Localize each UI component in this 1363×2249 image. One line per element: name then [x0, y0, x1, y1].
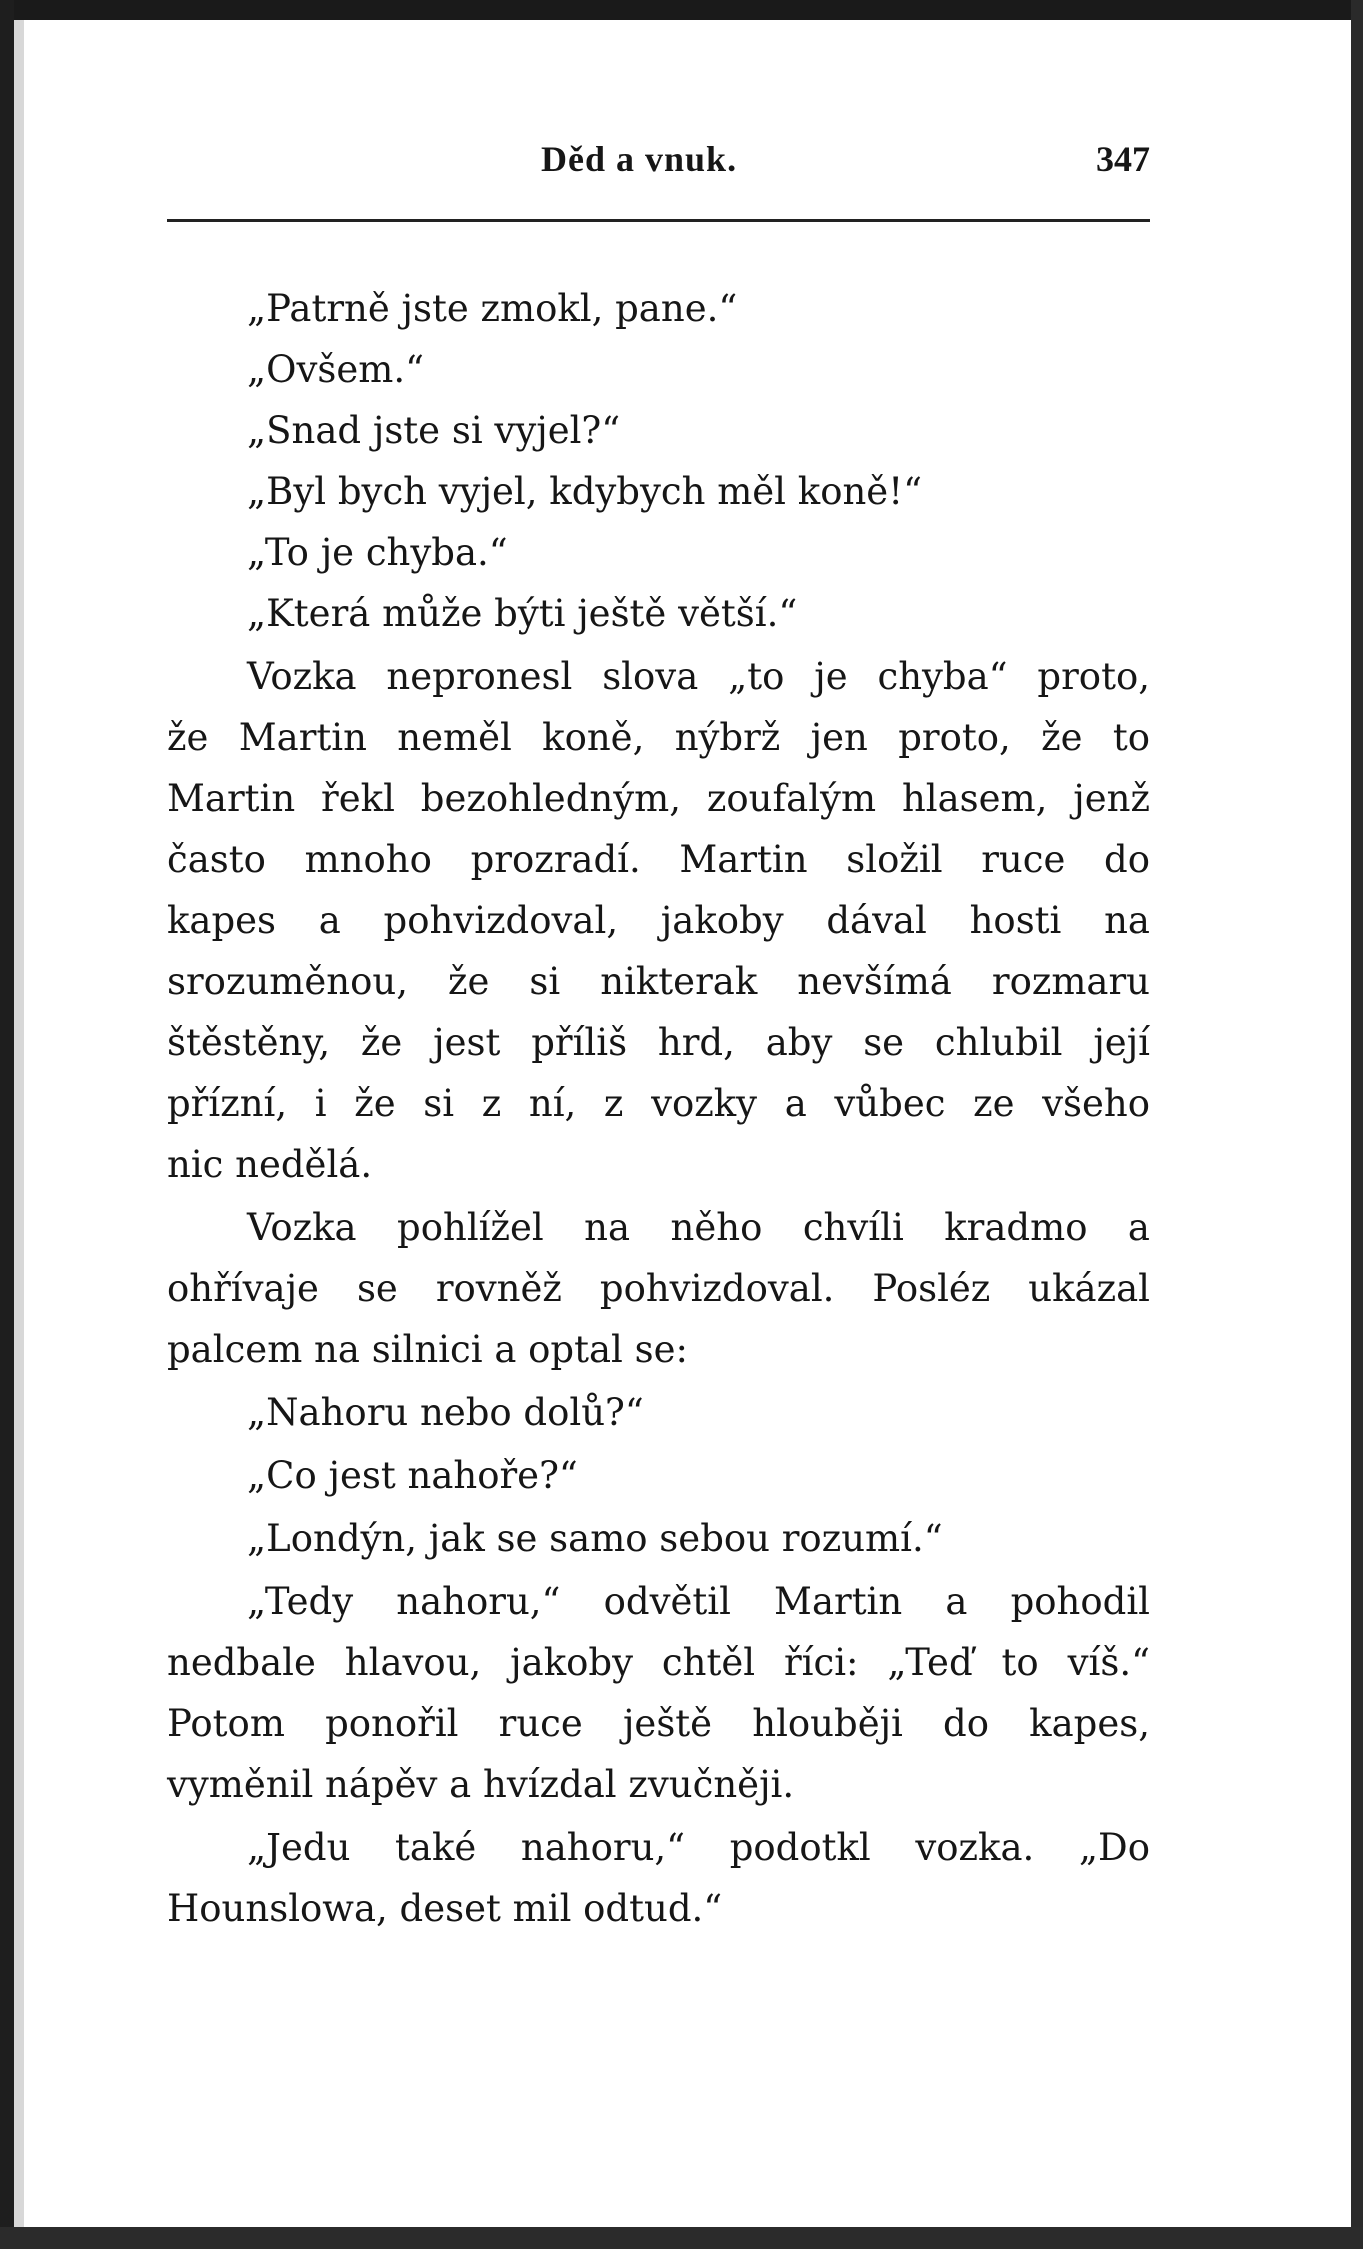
- body-text: [167, 278, 1150, 1939]
- text-line: Potom ponořil ruce ještě hlouběji do kapes,: [167, 1702, 1150, 1745]
- text-line: nedbale hlavou, jakoby chtěl říci: „Teď to víš.“: [167, 1641, 1150, 1684]
- text-line: „Patrně jste zmokl, pane.“: [247, 287, 738, 330]
- text-line: Vozka pohlížel na něho chvíli kradmo a: [247, 1206, 1150, 1249]
- text-line: palcem na silnici a optal se:: [167, 1328, 688, 1371]
- text-line: „Nahoru nebo dolů?“: [247, 1391, 644, 1434]
- scan-border-bottom: [0, 2227, 1363, 2249]
- text-line: srozuměnou, že si nikterak nevšímá rozmaru: [167, 960, 1150, 1003]
- text-line: často mnoho prozradí. Martin složil ruce do: [167, 838, 1150, 881]
- text-line: „Byl bych vyjel, kdybych měl koně!“: [247, 470, 922, 513]
- text-line: „Co jest nahoře?“: [247, 1454, 578, 1497]
- scan-border-top: [0, 0, 1363, 20]
- text-line: „Tedy nahoru,“ odvětil Martin a pohodil: [247, 1580, 1150, 1623]
- text-line: „Snad jste si vyjel?“: [247, 409, 621, 452]
- text-line: „Ovšem.“: [247, 348, 425, 391]
- running-header: [167, 138, 1150, 198]
- text-line: ohřívaje se rovněž pohvizdoval. Posléz ukázal: [167, 1267, 1150, 1310]
- running-title: Děd a vnuk.: [541, 139, 738, 179]
- header-rule: [167, 219, 1150, 222]
- text-line: že Martin neměl koně, nýbrž jen proto, že to: [167, 716, 1150, 759]
- text-line: nic nedělá.: [167, 1143, 373, 1186]
- text-line: štěstěny, že jest příliš hrd, aby se chlubil její: [167, 1021, 1150, 1064]
- text-line: „To je chyba.“: [247, 531, 508, 574]
- text-line: „Londýn, jak se samo sebou rozumí.“: [247, 1517, 943, 1560]
- text-line: Martin řekl bezohledným, zoufalým hlasem, jenž: [167, 777, 1150, 820]
- text-line: kapes a pohvizdoval, jakoby dával hosti na: [167, 899, 1150, 942]
- text-line: Vozka nepronesl slova „to je chyba“ proto,: [247, 655, 1150, 698]
- scan-border-right: [1351, 0, 1363, 2249]
- text-line: „Která může býti ještě větší.“: [247, 592, 798, 635]
- text-line: vyměnil nápěv a hvízdal zvučněji.: [167, 1763, 795, 1806]
- text-line: „Jedu také nahoru,“ podotkl vozka. „Do: [247, 1826, 1150, 1869]
- scan-border-left-inner: [14, 20, 24, 2249]
- text-line: přízní, i že si z ní, z vozky a vůbec ze všeho: [167, 1082, 1150, 1125]
- page-number: 347: [1096, 139, 1150, 179]
- text-line: Hounslowa, deset mil odtud.“: [167, 1887, 723, 1930]
- scan-border-left: [0, 0, 14, 2249]
